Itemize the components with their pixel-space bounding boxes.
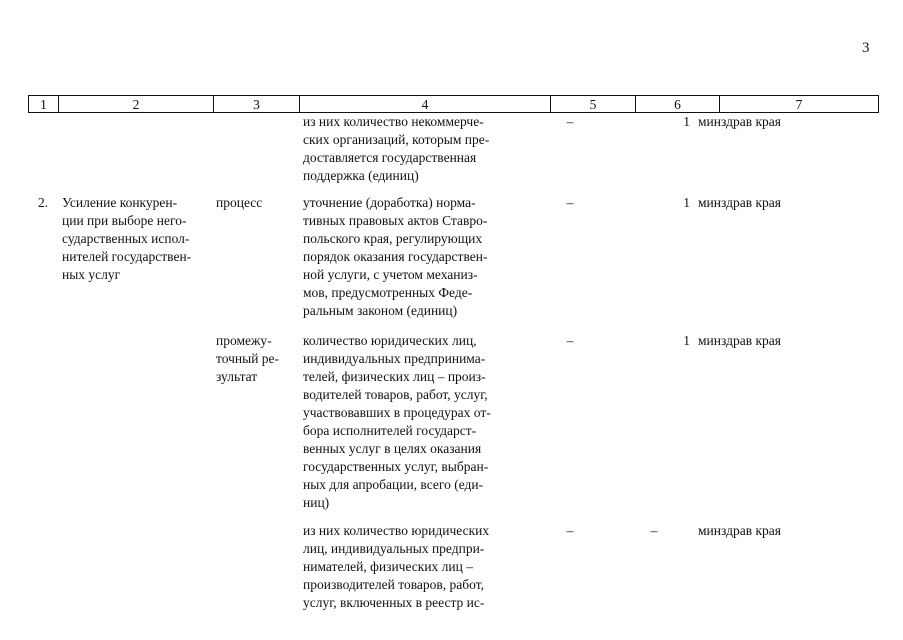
header-cell-5: 5 [551,96,636,113]
col6-cell: 1 [683,333,690,348]
indicator-type-cell: промежу- точный ре- зультат [216,333,280,384]
header-row [29,96,879,113]
header-cell-1: 1 [29,96,59,113]
header-cell-3: 3 [214,96,300,113]
indicator-cell: уточнение (доработка) норма- тивных правовых актов Ставро- польского края, регулирующих порядок оказания государствен- ной услуги, с учетом механиз- мов, предусмотренных Феде- ральным законом (единиц) [303,195,488,318]
task-cell: Усиление конкурен- ции при выборе него- сударственных испол- нителей государствен- ных услуг [62,195,192,282]
responsible-cell: минздрав края [698,333,781,348]
responsible-cell: минздрав края [698,195,781,210]
page-number: 3 [862,40,870,56]
col5-cell: – [566,195,574,210]
col5-cell: – [566,114,574,129]
row-number-cell: 2. [38,195,49,210]
indicator-type-cell: процесс [216,195,263,210]
responsible-cell: минздрав края [698,523,781,538]
indicator-cell: из них количество юридических лиц, индивидуальных предпри- нимателей, физических лиц – производителей товаров, работ, услуг, включенных в реестр ис- [303,523,490,610]
header-cell-7: 7 [720,96,879,113]
header-cell-4: 4 [300,96,551,113]
col6-cell: 1 [683,195,690,210]
col6-cell: – [650,523,658,538]
table-header [28,95,879,113]
header-cell-2: 2 [59,96,214,113]
col5-cell: – [566,333,574,348]
indicator-cell: из них количество некоммерче- ских организаций, которым пре- доставляется государственная поддержка (единиц) [303,114,490,183]
indicator-cell: количество юридических лиц, индивидуальных предпринима- телей, физических лиц – произ- водителей товаров, работ, услуг, участвовавших в процедурах от- бора исполнителей государст- венных услуг в целях оказания государственных услуг, выбран- ных для апробации, всего (еди- ниц) [303,333,491,510]
col5-cell: – [566,523,574,538]
header-cell-6: 6 [636,96,720,113]
responsible-cell: минздрав края [698,114,781,129]
col6-cell: 1 [683,114,690,129]
